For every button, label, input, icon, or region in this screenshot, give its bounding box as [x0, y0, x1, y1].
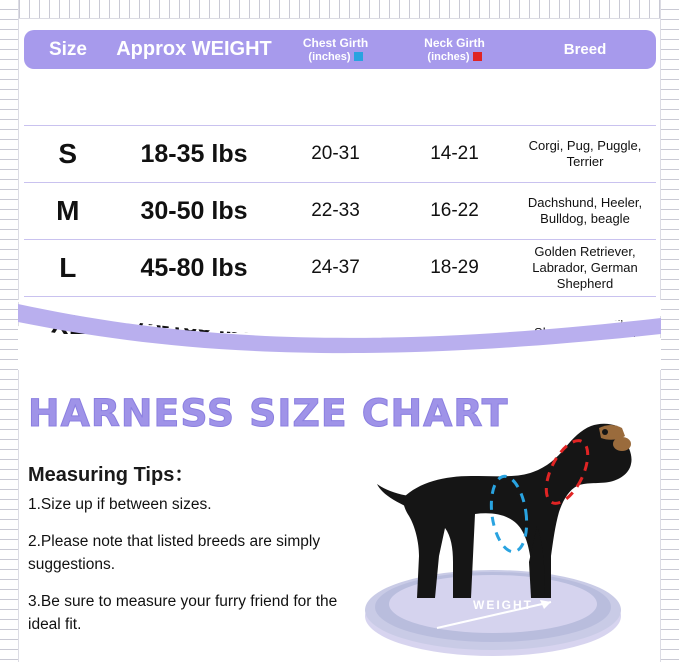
cell-weight: 18-35 lbs	[112, 126, 276, 183]
spacer-cell	[24, 69, 112, 126]
table-row	[24, 126, 656, 183]
table-row	[24, 183, 656, 240]
tip-item: 2.Please note that listed breeds are simply suggestions.	[28, 533, 321, 573]
weight-label: WEIGHT	[473, 598, 533, 612]
cell-neck: 16-22	[395, 183, 514, 240]
dog-illustration	[341, 366, 661, 662]
page-content	[18, 18, 661, 662]
neck-header-label: Neck Girth	[424, 36, 485, 50]
cell-neck: 14-21	[395, 126, 514, 183]
dog-illustration-svg	[341, 366, 661, 662]
chest-header-label: Chest Girth	[302, 36, 369, 50]
neck-header-unit-line	[397, 51, 512, 63]
table-header	[24, 30, 656, 69]
spacer-cell	[112, 69, 276, 126]
bottom-panel	[18, 366, 661, 662]
column-header-weight: Approx WEIGHT	[112, 30, 276, 69]
column-header-breed: Breed	[514, 30, 656, 69]
tip-item: 1.Size up if between sizes.	[28, 496, 212, 513]
cell-weight: 30-50 lbs	[112, 183, 276, 240]
cell-size: L	[24, 240, 112, 297]
table-row	[24, 240, 656, 297]
page-title: HARNESS SIZE CHART	[28, 392, 509, 435]
column-header-chest	[276, 30, 395, 69]
neck-color-swatch-icon	[473, 52, 482, 61]
spacer-cell	[395, 69, 514, 126]
spacer-cell	[514, 69, 656, 126]
cell-chest: 24-37	[276, 240, 395, 297]
cell-size: S	[24, 126, 112, 183]
spacer-cell	[276, 69, 395, 126]
wave-divider	[18, 300, 661, 370]
ruler-right	[660, 0, 679, 662]
cell-chest: 20-31	[276, 126, 395, 183]
column-header-neck	[395, 30, 514, 69]
ruler-top	[0, 0, 679, 19]
cell-breed: Golden Retriever, Labrador, German Shepherd	[514, 240, 656, 297]
neck-header-unit: (inches)	[427, 51, 470, 63]
column-header-size: Size	[24, 30, 112, 69]
chest-header-unit: (inches)	[308, 51, 351, 63]
chest-header-unit-line	[278, 51, 393, 63]
tip-item: 3.Be sure to measure your furry friend for the ideal fit.	[28, 593, 338, 633]
ruler-left	[0, 0, 19, 662]
measuring-tips-heading: Measuring Tips：	[28, 464, 195, 486]
table-header-row	[24, 30, 656, 69]
measuring-tips-list	[28, 494, 358, 651]
table-spacer-row	[24, 69, 656, 126]
cell-weight: 45-80 lbs	[112, 240, 276, 297]
cell-size: M	[24, 183, 112, 240]
cell-breed: Corgi, Pug, Puggle, Terrier	[514, 126, 656, 183]
chest-color-swatch-icon	[354, 52, 363, 61]
cell-neck: 18-29	[395, 240, 514, 297]
cell-chest: 22-33	[276, 183, 395, 240]
cell-breed: Dachshund, Heeler, Bulldog, beagle	[514, 183, 656, 240]
